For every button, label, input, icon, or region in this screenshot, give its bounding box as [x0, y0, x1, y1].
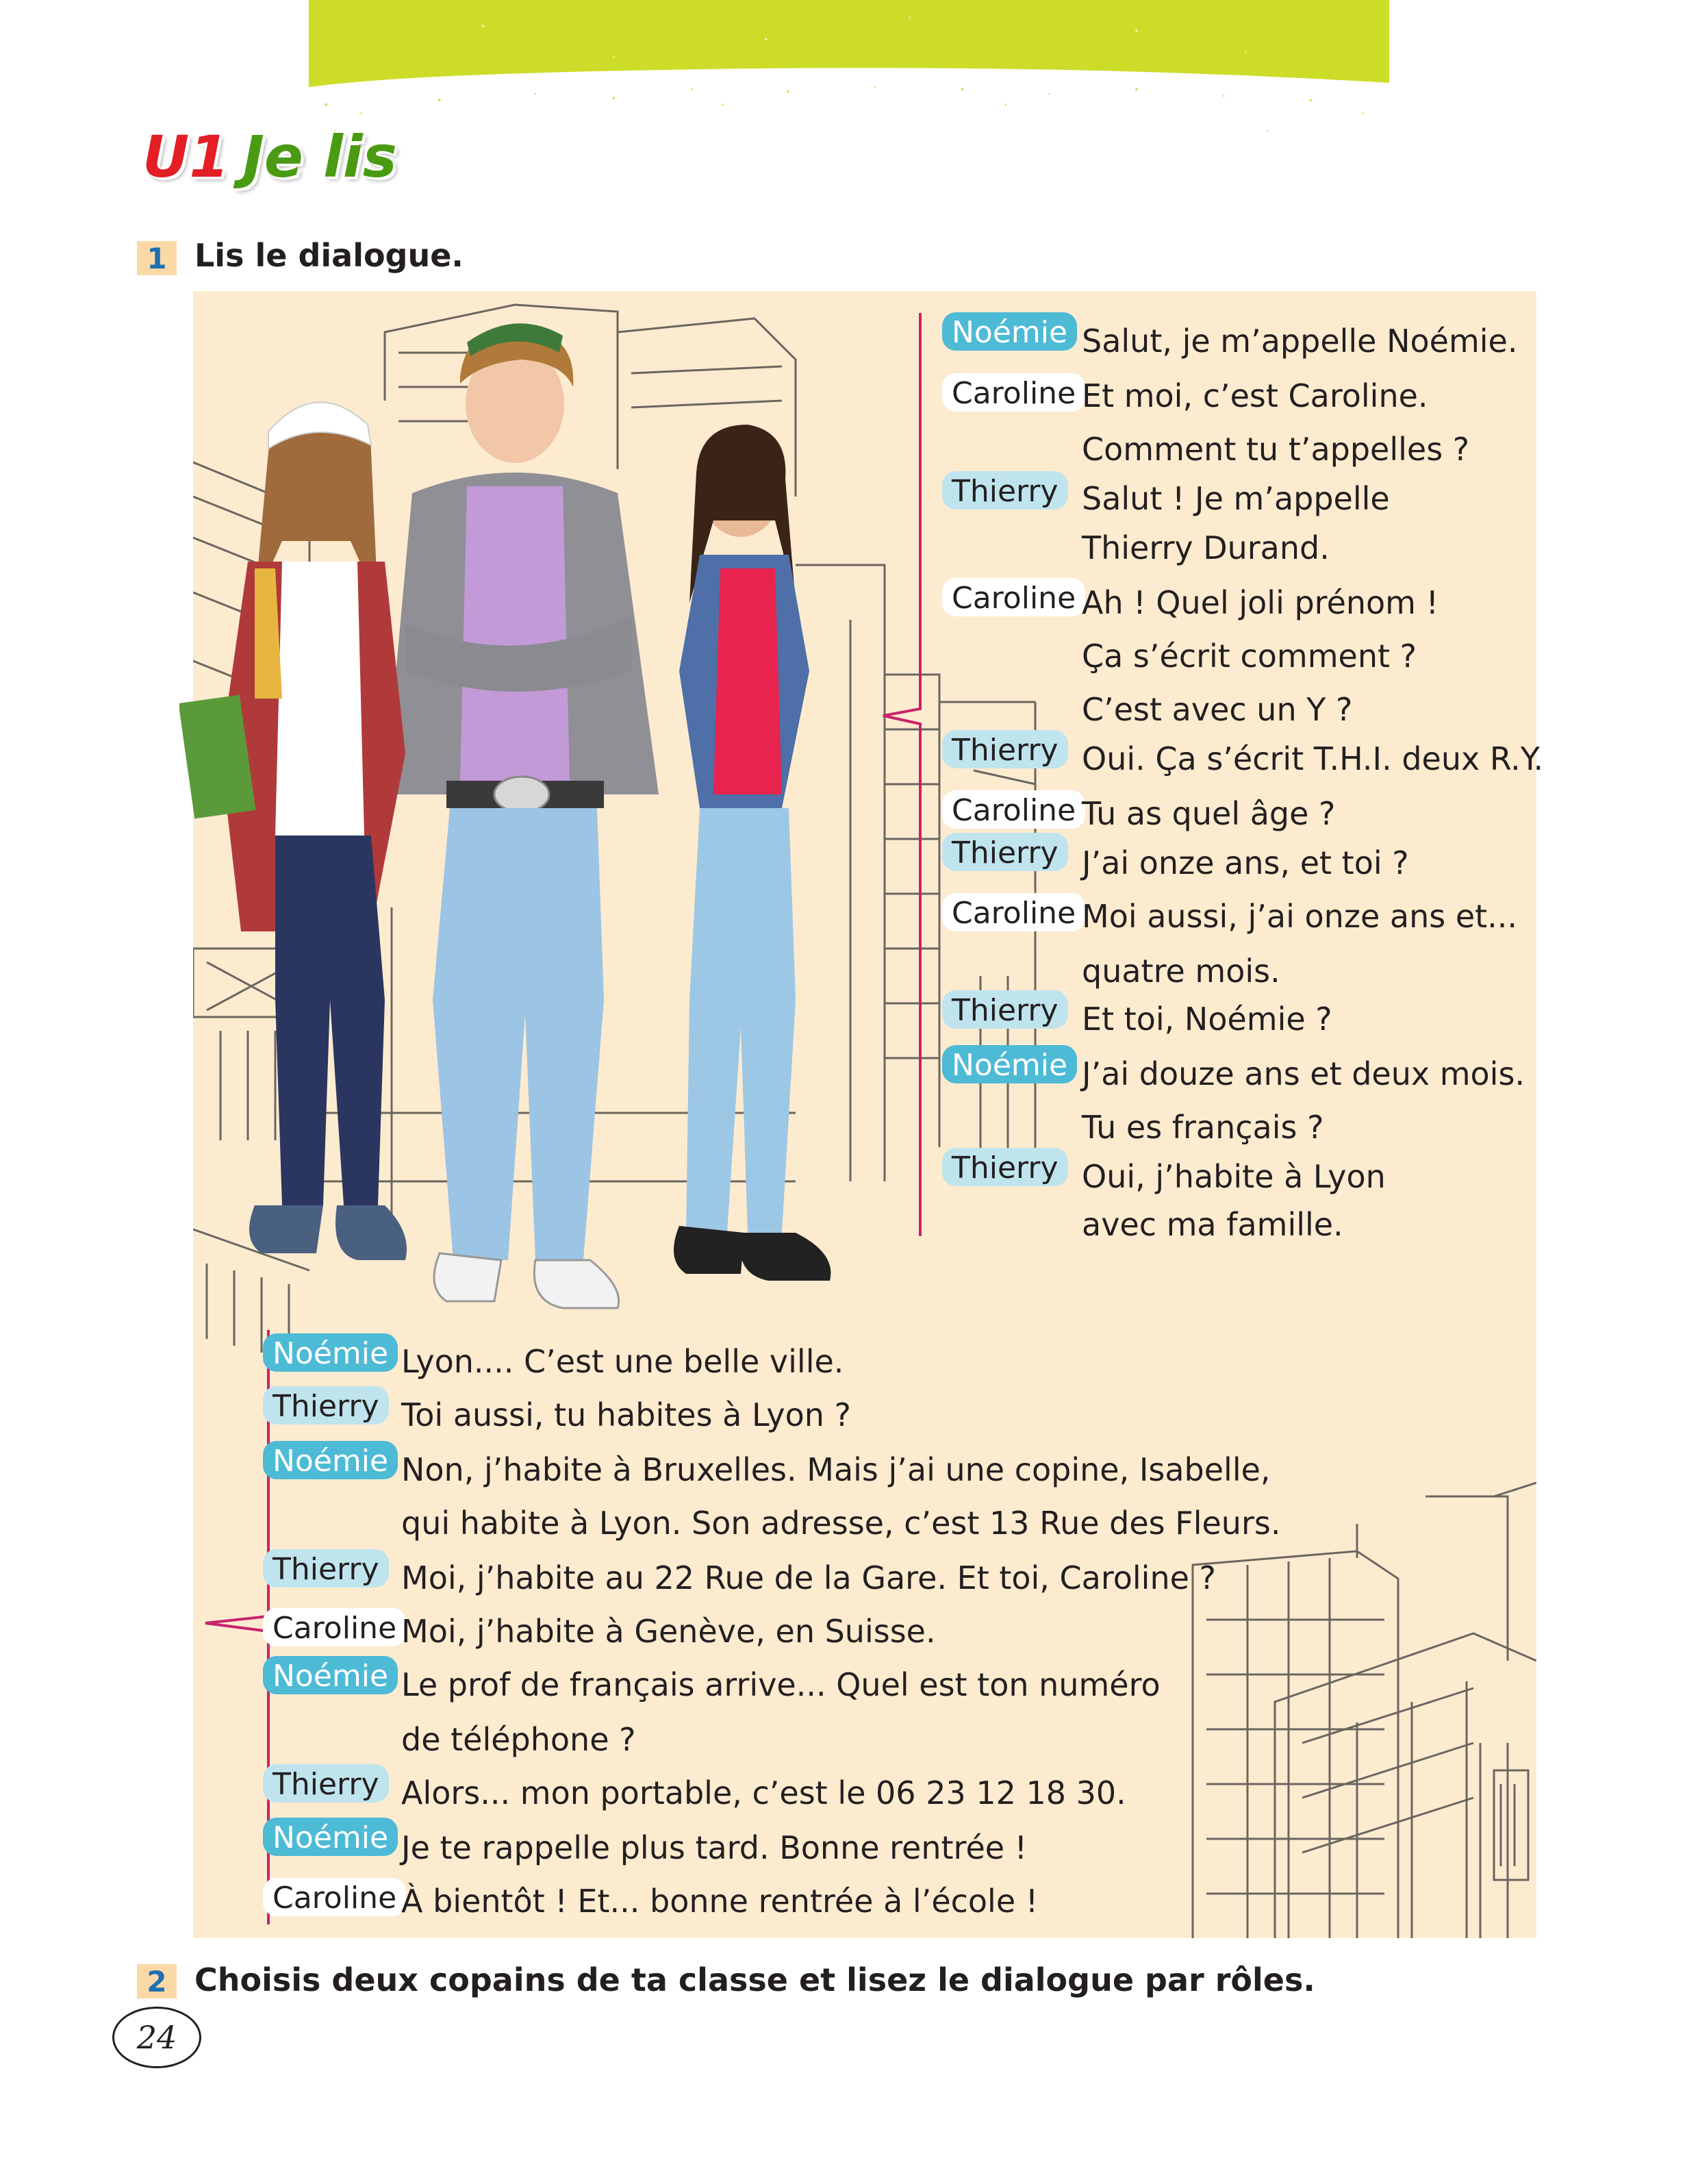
- speaker-badge-noemie: Noémie: [263, 1656, 398, 1694]
- dialogue-text: Salut ! Je m’appelle: [1082, 480, 1390, 517]
- dialogue-line: [942, 1045, 1077, 1083]
- speaker-badge-thierry: Thierry: [263, 1764, 389, 1803]
- dialogue-line: [401, 1396, 851, 1434]
- dialogue-line: [263, 1818, 398, 1856]
- dialogue-line: [1082, 430, 1469, 468]
- unit-code: U1: [142, 123, 229, 190]
- dialogue-line: [263, 1608, 406, 1646]
- teenagers-photo: [179, 315, 864, 1329]
- dialogue-text: Tu as quel âge ?: [1082, 795, 1336, 832]
- dialogue-line: [263, 1656, 398, 1694]
- dialogue-text: J’ai douze ans et deux mois.: [1082, 1055, 1525, 1092]
- dialogue-line: [1082, 897, 1517, 936]
- dialogue-line: [942, 730, 1068, 768]
- dialogue-line: [942, 578, 1085, 616]
- dialogue-line: [401, 1829, 1027, 1867]
- speaker-badge-thierry: Thierry: [942, 471, 1068, 510]
- dialogue-text: Ah ! Quel joli prénom !: [1082, 584, 1439, 621]
- speaker-badge-caroline: Caroline: [942, 790, 1085, 829]
- dialogue-text: Salut, je m’appelle Noémie.: [1082, 323, 1518, 360]
- dialogue-line: [1082, 529, 1330, 567]
- page-number: 24: [112, 2007, 201, 2068]
- speaker-badge-noemie: Noémie: [263, 1818, 398, 1856]
- speaker-badge-thierry: Thierry: [942, 1148, 1068, 1186]
- dialogue-line: [263, 1333, 398, 1372]
- dialogue-line: [263, 1386, 389, 1424]
- dialogue-line: [942, 373, 1085, 412]
- dialogue-line: [263, 1878, 406, 1916]
- dialogue-text: J’ai onze ans, et toi ?: [1082, 844, 1409, 881]
- dialogue-line: [942, 1148, 1068, 1186]
- dialogue-text: À bientôt ! Et... bonne rentrée à l’école !: [401, 1883, 1039, 1920]
- dialogue-line: [263, 1549, 389, 1587]
- speaker-badge-noemie: Noémie: [263, 1441, 398, 1479]
- dialogue-text: Moi, j’habite au 22 Rue de la Gare. Et toi, Caroline ?: [401, 1559, 1216, 1596]
- speaker-badge-caroline: Caroline: [263, 1608, 406, 1646]
- dialogue-line: [1082, 479, 1390, 518]
- boy-figure: [385, 323, 659, 1308]
- dialogue-line: [942, 990, 1068, 1029]
- dialogue-line: [942, 790, 1085, 829]
- speaker-badge-noemie: Noémie: [942, 312, 1077, 351]
- speaker-badge-thierry: Thierry: [942, 990, 1068, 1029]
- dialogue-line: [1082, 1108, 1324, 1146]
- dialogue-text: Moi, j’habite à Genève, en Suisse.: [401, 1613, 936, 1650]
- dialogue-text: Non, j’habite à Bruxelles. Mais j’ai une copine, Isabelle,: [401, 1451, 1271, 1488]
- girl-left-figure: [179, 402, 407, 1260]
- dialogue-line: [401, 1882, 1038, 1920]
- dialogue-line: [1082, 377, 1428, 415]
- task-1-number: 1: [137, 241, 177, 275]
- dialogue-text: Oui. Ça s’écrit T.H.I. deux R.Y.: [1082, 740, 1544, 777]
- task-2-number: 2: [137, 1964, 177, 1998]
- dialogue-line: [401, 1666, 1161, 1704]
- dialogue-text: quatre mois.: [1082, 953, 1280, 990]
- dialogue-text: qui habite à Lyon. Son adresse, c’est 13 Rue des Fleurs.: [401, 1505, 1281, 1542]
- dialogue-text: Et toi, Noémie ?: [1082, 1001, 1332, 1038]
- speaker-badge-caroline: Caroline: [263, 1878, 406, 1916]
- dialogue-line: [1082, 1055, 1525, 1093]
- dialogue-line: [401, 1342, 844, 1381]
- dialogue-text: avec ma famille.: [1082, 1206, 1343, 1243]
- dialogue-line: [942, 893, 1085, 931]
- dialogue-line: [1082, 794, 1335, 833]
- dialogue-text: Comment tu t’appelles ?: [1082, 431, 1470, 468]
- dialogue-line: [401, 1504, 1280, 1542]
- dialogue-text: Je te rappelle plus tard. Bonne rentrée !: [401, 1829, 1028, 1866]
- dialogue-line: [263, 1764, 389, 1803]
- dialogue-line: [401, 1612, 936, 1650]
- dialogue-line: [1082, 583, 1439, 622]
- dialogue-text: C’est avec un Y ?: [1082, 691, 1353, 728]
- task-2-instruction: Choisis deux copains de ta classe et lisez le dialogue par rôles.: [194, 1961, 1315, 1998]
- speaker-badge-caroline: Caroline: [942, 373, 1085, 412]
- dialogue-text: Lyon.... C’est une belle ville.: [401, 1343, 844, 1380]
- section-name: Je lis: [242, 123, 397, 190]
- dialogue-line: [1082, 1000, 1332, 1038]
- girl-right-figure: [674, 425, 831, 1281]
- dialogue-line: [1082, 844, 1409, 882]
- dialogue-line: [1082, 637, 1417, 675]
- dialogue-text: Thierry Durand.: [1082, 529, 1330, 566]
- dialogue-text: Le prof de français arrive... Quel est ton numéro: [401, 1666, 1161, 1703]
- dialogue-line: [942, 471, 1068, 510]
- speaker-badge-noemie: Noémie: [942, 1045, 1077, 1083]
- dialogue-text: de téléphone ?: [401, 1721, 636, 1758]
- dialogue-text: Alors... mon portable, c’est le 06 23 12 18 30.: [401, 1774, 1126, 1811]
- dialogue-line: [1082, 952, 1280, 990]
- dialogue-line: [1082, 740, 1543, 778]
- speaker-badge-caroline: Caroline: [942, 893, 1085, 931]
- dialogue-line: [263, 1441, 398, 1479]
- dialogue-text: Moi aussi, j’ai onze ans et...: [1082, 898, 1518, 935]
- dialogue-line: [401, 1451, 1271, 1489]
- task-1-instruction: Lis le dialogue.: [194, 237, 464, 274]
- dialogue-text: Tu es français ?: [1082, 1109, 1324, 1146]
- dialogue-line: [401, 1720, 636, 1759]
- speaker-badge-thierry: Thierry: [942, 730, 1068, 768]
- dialogue-text: Oui, j’habite à Lyon: [1082, 1158, 1386, 1195]
- dialogue-line: [401, 1559, 1216, 1597]
- dialogue-line: [1082, 1205, 1343, 1244]
- speaker-badge-caroline: Caroline: [942, 578, 1085, 616]
- dialogue-line: [1082, 1157, 1386, 1196]
- speaker-badge-thierry: Thierry: [942, 833, 1068, 871]
- speaker-badge-thierry: Thierry: [263, 1549, 389, 1587]
- dialogue-text: Toi aussi, tu habites à Lyon ?: [401, 1396, 851, 1433]
- unit-title: [142, 123, 397, 190]
- speaker-badge-thierry: Thierry: [263, 1386, 389, 1424]
- speaker-badge-noemie: Noémie: [263, 1333, 398, 1372]
- dialogue-part1-bracket: [863, 312, 924, 1243]
- dialogue-text: Ça s’écrit comment ?: [1082, 638, 1417, 675]
- dialogue-line: [1082, 322, 1517, 360]
- dialogue-line: [942, 833, 1068, 871]
- header-band: [0, 0, 1698, 144]
- dialogue-line: [1082, 690, 1352, 729]
- dialogue-text: Et moi, c’est Caroline.: [1082, 377, 1428, 414]
- dialogue-line: [401, 1774, 1126, 1812]
- dialogue-line: [942, 312, 1077, 351]
